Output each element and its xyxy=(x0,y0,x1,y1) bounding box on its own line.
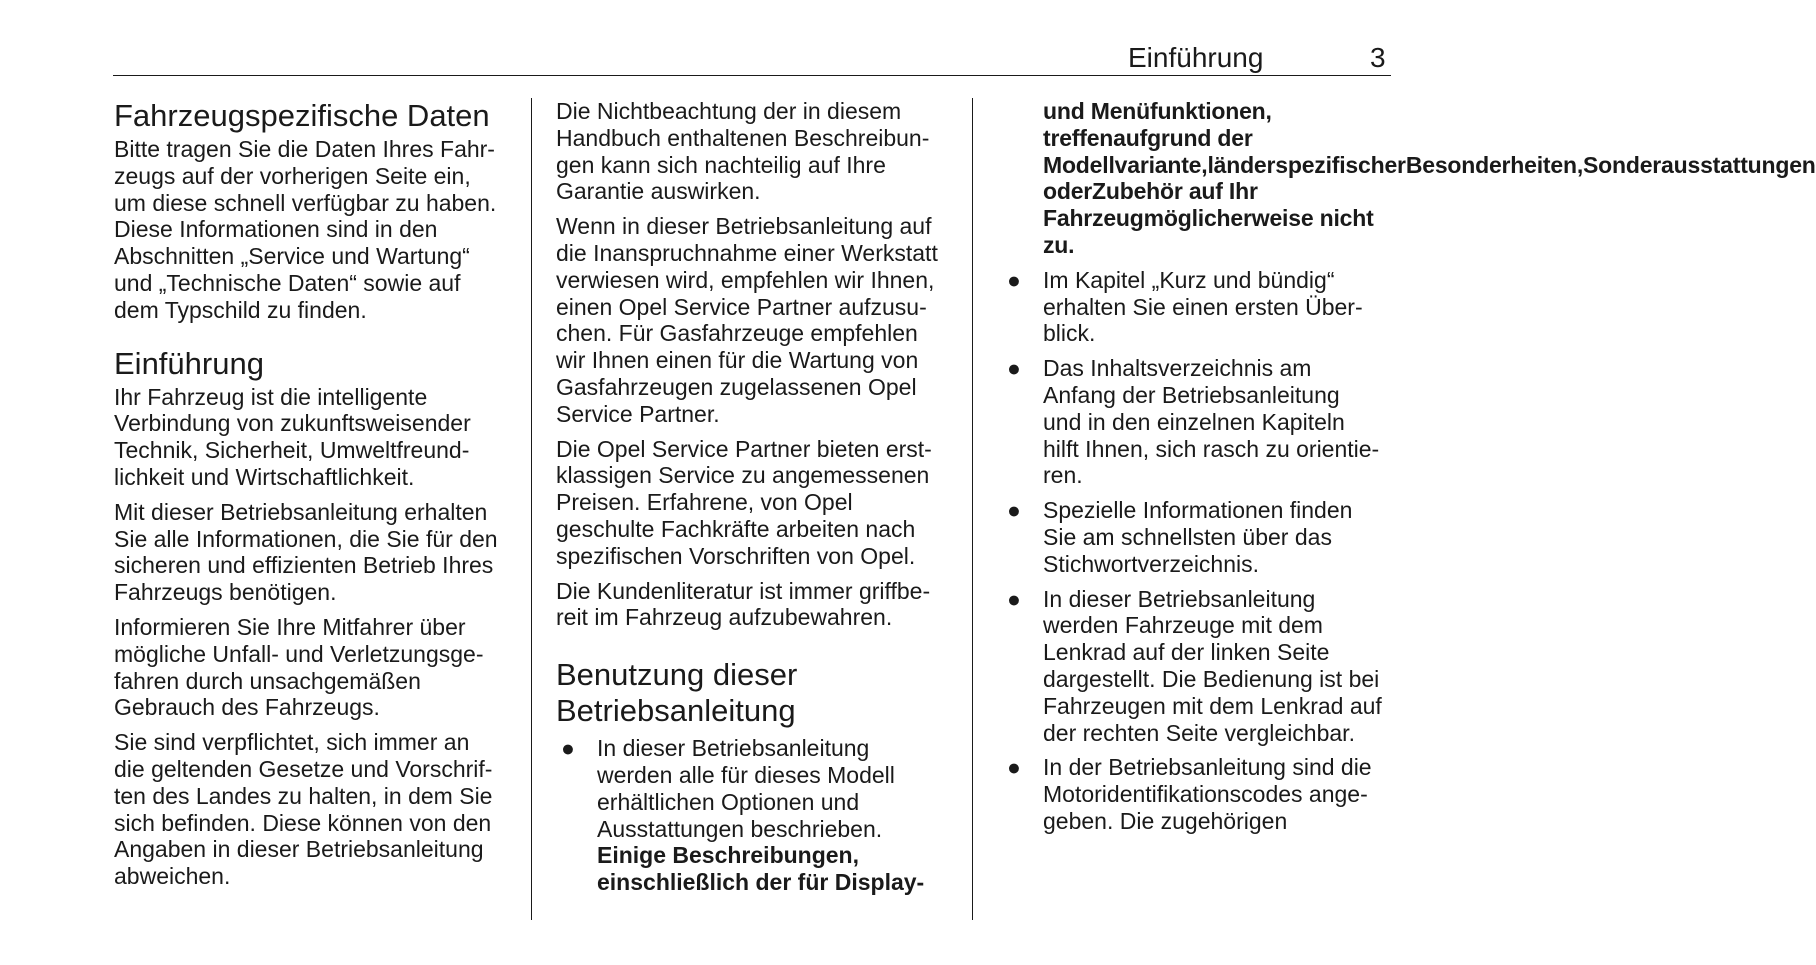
column-divider-2 xyxy=(972,98,973,920)
text-line: der rechten Seite vergleichbar. xyxy=(1043,719,1355,746)
text-line: Gebrauch des Fahrzeugs. xyxy=(114,694,380,721)
text-line: ten des Landes zu halten, in dem Sie xyxy=(114,782,493,809)
text-line: Zubehör auf Ihr Fahrzeug xyxy=(1043,178,1258,232)
column-divider-1 xyxy=(531,98,532,920)
text-line: erhältlichen Optionen und xyxy=(597,788,860,815)
text-line: die geltenden Gesetze und Vorschrif- xyxy=(114,755,493,782)
paragraph-intro-4 xyxy=(114,729,514,890)
text-line: Informieren Sie Ihre Mitfahrer über xyxy=(114,613,466,640)
text-line: zeugs auf der vorherigen Seite ein, xyxy=(114,162,471,189)
text-line: blick. xyxy=(1043,320,1096,347)
text-line: Handbuch enthaltenen Beschreibun- xyxy=(556,124,930,151)
text-line: Motoridentifikationscodes ange- xyxy=(1043,781,1368,808)
text-line: Ausstattungen beschrieben. xyxy=(597,815,883,842)
text-line: reit im Fahrzeug aufzubewahren. xyxy=(556,604,893,631)
text-line: und „Technische Daten“ sowie auf xyxy=(114,269,461,296)
paragraph-service-partner xyxy=(556,436,961,570)
list-item-options xyxy=(556,735,961,896)
heading-usage xyxy=(556,657,961,729)
text-line: spezifischen Vorschriften von Opel. xyxy=(556,542,916,569)
text-line: Die Kundenliteratur ist immer griffbe- xyxy=(556,577,931,604)
text-line: In dieser Betriebsanleitung xyxy=(597,735,870,762)
text-line: sich befinden. Diese können von den xyxy=(114,809,492,836)
text-line: verwiesen wird, empfehlen wir Ihnen, xyxy=(556,266,935,293)
text-line: Stichwortverzeichnis. xyxy=(1043,550,1260,577)
text-line: Betriebsanleitung xyxy=(556,693,796,729)
text-line: Einige Beschreibungen, xyxy=(597,842,859,869)
text-line: Fahrzeugen mit dem Lenkrad auf xyxy=(1043,692,1382,719)
text-line: Service Partner. xyxy=(556,400,720,427)
paragraph-warranty xyxy=(556,98,961,205)
text-line: hilft Ihnen, sich rasch zu orientie- xyxy=(1043,435,1380,462)
text-line: Im Kapitel „Kurz und bündig“ xyxy=(1043,266,1335,293)
text-line: fahren durch unsachgemäßen xyxy=(114,667,421,694)
text-line: Fahrzeugs benötigen. xyxy=(114,579,337,606)
bold-continuation-text xyxy=(1002,98,1816,259)
text-line: Besonderheiten, xyxy=(1405,151,1584,178)
heading-vehicle-data: Fahrzeugspezifische Daten xyxy=(114,98,490,133)
text-line: Sonderausstattungen oder xyxy=(1043,151,1816,205)
text-line: werden alle für dieses Modell xyxy=(597,761,895,788)
list-item-text xyxy=(1043,355,1402,489)
list-item-engine-codes xyxy=(1002,754,1402,834)
text-line: chen. Für Gasfahrzeuge empfehlen xyxy=(556,320,918,347)
text-line: wir Ihnen einen für die Wartung von xyxy=(556,347,919,374)
column-3 xyxy=(1002,98,1816,843)
paragraph-intro-3 xyxy=(114,614,514,721)
text-line: länderspezifischer xyxy=(1207,151,1406,178)
header-rule xyxy=(113,75,1391,76)
text-line: dem Typschild zu finden. xyxy=(114,296,367,323)
list-item-steering xyxy=(1002,586,1402,747)
text-line: Benutzung dieser xyxy=(556,657,798,693)
text-line: Die Nichtbeachtung der in diesem xyxy=(556,98,902,124)
text-line: abweichen. xyxy=(114,863,231,890)
text-line: Gasfahrzeugen zugelassenen Opel xyxy=(556,373,917,400)
text-line: Abschnitten „Service und Wartung“ xyxy=(114,243,470,270)
list-item-text xyxy=(1043,754,1402,834)
paragraph-vehicle-data xyxy=(114,136,514,324)
text-line: In dieser Betriebsanleitung xyxy=(1043,585,1316,612)
text-line: die Inanspruchnahme einer Werkstatt xyxy=(556,239,938,266)
text-line: Bitte tragen Sie die Daten Ihres Fahr- xyxy=(114,136,495,162)
text-line: Das Inhaltsverzeichnis am xyxy=(1043,355,1312,382)
text-line: Anfang der Betriebsanleitung xyxy=(1043,381,1340,408)
text-line: werden Fahrzeuge mit dem xyxy=(1043,612,1323,639)
text-line: Sie am schnellsten über das xyxy=(1043,523,1332,550)
list-item-contents xyxy=(1002,355,1402,489)
page-number: 3 xyxy=(1370,42,1386,73)
bullet-icon: ● xyxy=(1007,355,1021,382)
text-line: Sie sind verpflichtet, sich immer an xyxy=(114,729,470,756)
text-line: Wenn in dieser Betriebsanleitung auf xyxy=(556,213,932,240)
bullet-icon: ● xyxy=(1007,585,1021,612)
column-2 xyxy=(556,98,961,904)
text-line: lichkeit und Wirtschaftlichkeit. xyxy=(114,463,415,490)
text-line: gen kann sich nachteilig auf Ihre xyxy=(556,151,886,178)
list-item-index xyxy=(1002,497,1402,577)
paragraph-intro-1 xyxy=(114,384,514,491)
paragraph-customer-literature xyxy=(556,578,961,632)
text-line: einen Opel Service Partner aufzusu- xyxy=(556,293,927,320)
text-line: Verbindung von zukunftsweisender xyxy=(114,410,471,437)
text-line: Mit dieser Betriebsanleitung erhalten xyxy=(114,498,488,525)
bullet-icon: ● xyxy=(1007,497,1021,524)
text-line: Preisen. Erfahrene, von Opel xyxy=(556,489,853,516)
text-line: Garantie auswirken. xyxy=(556,178,761,205)
text-line: mögliche Unfall- und Verletzungsge- xyxy=(114,640,484,667)
text-line: Die Opel Service Partner bieten erst- xyxy=(556,435,932,462)
text-line: einschließlich der für Display- xyxy=(597,869,925,896)
text-line: und in den einzelnen Kapiteln xyxy=(1043,408,1345,435)
text-line: Angaben in dieser Betriebsanleitung xyxy=(114,836,484,863)
paragraph-intro-2 xyxy=(114,499,514,606)
list-item-quick-guide xyxy=(1002,267,1402,347)
text-line: Lenkrad auf der linken Seite xyxy=(1043,639,1330,666)
text-line: Diese Informationen sind in den xyxy=(114,216,438,243)
text-line: ren. xyxy=(1043,462,1083,489)
text-line: Sie alle Informationen, die Sie für den xyxy=(114,525,498,552)
text-line: geschulte Fachkräfte arbeiten nach xyxy=(556,515,916,542)
list-item-text xyxy=(1043,267,1402,347)
text-line: Ihr Fahrzeug ist die intelligente xyxy=(114,383,428,410)
list-item-text xyxy=(1043,497,1402,577)
text-line: Spezielle Informationen finden xyxy=(1043,497,1353,524)
text-line: Technik, Sicherheit, Umweltfreund- xyxy=(114,437,470,464)
text-line: dargestellt. Die Bedienung ist bei xyxy=(1043,665,1380,692)
text-line: und Menüfunktionen, treffen xyxy=(1043,98,1272,151)
bullet-icon: ● xyxy=(1007,266,1021,293)
bullet-icon: ● xyxy=(1007,754,1021,781)
list-item-text xyxy=(597,735,961,842)
text-line: aufgrund der Modellvariante, xyxy=(1043,124,1253,178)
column-1 xyxy=(114,98,514,898)
heading-introduction: Einführung xyxy=(114,345,264,381)
text-line: sicheren und effizienten Betrieb Ihres xyxy=(114,552,494,579)
paragraph-workshop xyxy=(556,213,961,427)
list-item-bold-text xyxy=(597,842,961,896)
text-line: In der Betriebsanleitung sind die xyxy=(1043,754,1372,781)
text-line: um diese schnell verfügbar zu haben. xyxy=(114,189,497,216)
text-line: geben. Die zugehörigen xyxy=(1043,807,1288,834)
text-line: möglicherweise nicht zu. xyxy=(1043,205,1374,258)
bullet-icon: ● xyxy=(561,735,575,762)
text-line: klassigen Service zu angemessenen xyxy=(556,462,930,489)
running-header-title: Einführung xyxy=(1128,42,1264,73)
text-line: erhalten Sie einen ersten Über- xyxy=(1043,293,1363,320)
list-item-text xyxy=(1043,586,1402,747)
